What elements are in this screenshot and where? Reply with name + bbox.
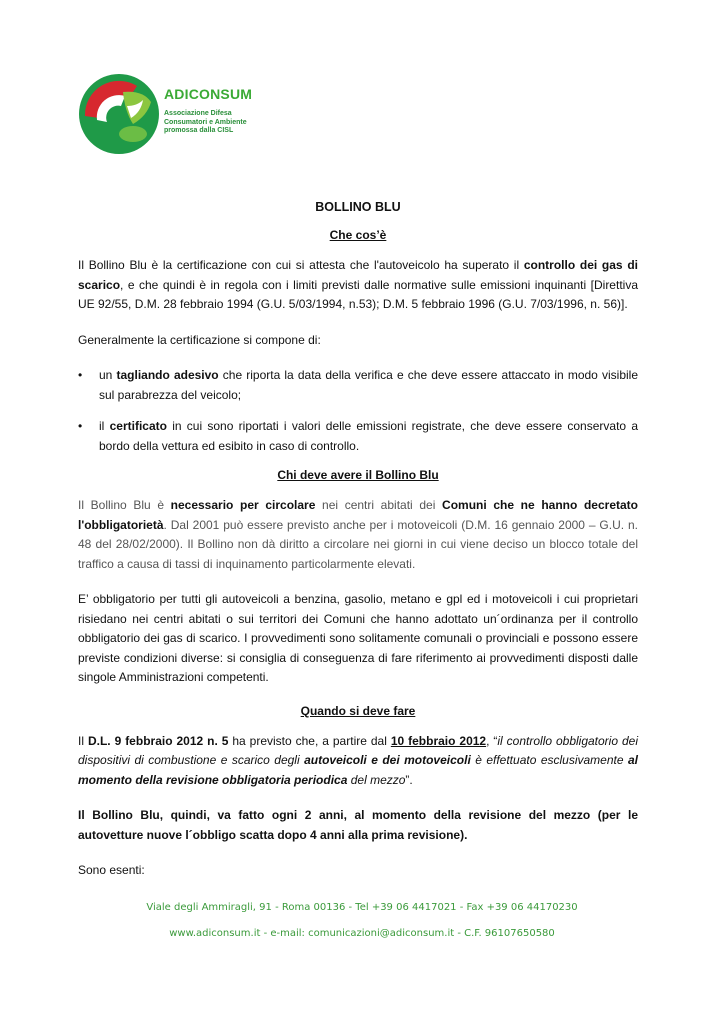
document-title: BOLLINO BLU (315, 200, 401, 214)
component-list (78, 366, 638, 456)
section-heading-chi-deve: Chi deve avere il Bollino Blu (277, 468, 439, 482)
paragraph-frequency: Il Bollino Blu, quindi, va fatto ogni 2 anni, al momento della revisione del mezzo (per le autovetture nuove l´obbligo scatta dopo 4 anni alla prima revisione). (78, 808, 638, 842)
paragraph-composition: Generalmente la certificazione si compone di: (78, 332, 321, 347)
bullet-icon: • (78, 368, 83, 382)
section-heading-che-cose: Che cos’è (329, 228, 387, 242)
paragraph-when: Il D.L. 9 febbraio 2012 n. 5 ha previsto che, a partire dal 10 febbraio 2012, “il controllo obbligatorio dei dispositivi di combustione e scarico degli autoveicoli e dei motoveicoli è effettuato esclusivamente al momento della revisione obbligatoria periodica del mezzo”. (78, 733, 638, 787)
logo-name: ADICONSUM (164, 86, 253, 102)
footer-contacts: www.adiconsum.it - e-mail: comunicazioni@adiconsum.it - C.F. 96107650580 (169, 928, 555, 939)
paragraph-who: E’ obbligatorio per tutti gli autoveicoli a benzina, gasolio, metano e gpl ed i motoveicoli i cui proprietari risiedano nei centri abitati o sui territori dei Comuni che hanno adottato un´ordinanza per il controllo obbligatorio dei gas di scarico. I provvedimenti sono solitamente comunali o provinciali e possono essere previste condizioni diverse: si consiglia di conseguenza di fare riferimento ai provvedimenti disposti dalle singole Amministrazioni competenti. (78, 592, 638, 684)
paragraph-definition: Il Bollino Blu è la certificazione con cui si attesta che l'autoveicolo ha superato il controllo dei gas di scarico, e che quindi è in regola con i limiti previsti dalle normative sulle emissioni inquinanti [Direttiva UE 92/55, D.M. 28 febbraio 1994 (G.U. 5/03/1994, n.53); D.M. 5 febbraio 1996 (G.U. 7/03/1996, n. 56)]. (78, 258, 638, 311)
adiconsum-logo-icon (77, 72, 161, 156)
logo-subtitle: Associazione Difesa Consumatori e Ambiente promossa dalla CISL (164, 110, 247, 135)
list-item: • un tagliando adesivo che riporta la data della verifica e che deve essere attaccato in modo visibile sul parabrezza del veicolo; (78, 368, 638, 402)
logo (77, 72, 267, 158)
bullet-icon: • (78, 419, 83, 433)
paragraph-obligation: Il Bollino Blu è necessario per circolare nei centri abitati dei Comuni che ne hanno decretato l'obbligatorietà. Dal 2001 può essere previsto anche per i motoveicoli (D.M. 16 gennaio 2000 – G.U. n. 48 del 28/02/2000). Il Bollino non dà diritto a circolare nei giorni in cui viene deciso un blocco totale del traffico a causa di tassi di inquinamento particolarmente elevati. (78, 498, 638, 571)
section-heading-quando: Quando si deve fare (300, 703, 416, 718)
list-item: • il certificato in cui sono riportati i valori delle emissioni registrate, che deve essere conservato a bordo della vettura ed esibito in caso di controllo. (78, 419, 639, 453)
footer-address: Viale degli Ammiragli, 91 - Roma 00136 - Tel +39 06 4417021 - Fax +39 06 44170230 (146, 902, 578, 913)
paragraph-exempt: Sono esenti: (78, 863, 145, 877)
document-body (78, 200, 638, 897)
